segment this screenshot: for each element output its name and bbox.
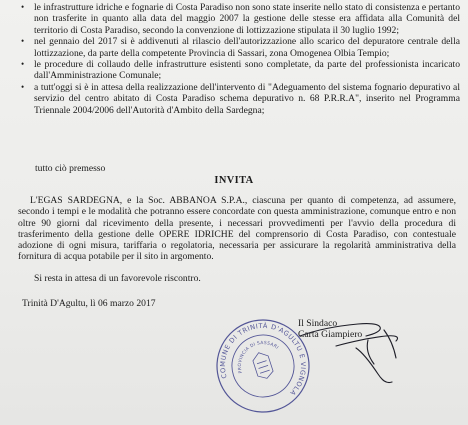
bullet-text: le procedure di collaudo delle infrastrutture esistenti sono completate, da parte del professionista incaricato dall'Amministrazione Comunale; — [34, 59, 460, 82]
bullet-dot-icon: • — [21, 81, 25, 92]
bullet-text: a tutt'oggi si è in attesa della realizzazione dell'intervento di "Adeguamento del sistema fognario depurativo al servizio del centro abitato di Costa Paradiso schema depurativo n. 68 P.R.R.A", inserito nel Programma Triennale 2004/2006 dell'Autorità d'Ambito della Sardegna; — [34, 81, 460, 116]
svg-text:PROVINCIA DI SASSARI: PROVINCIA DI SASSARI — [237, 340, 280, 374]
closing-line: Si resta in attesa di un favorevole riscontro. — [34, 273, 201, 284]
handwritten-signature — [296, 318, 406, 388]
bullet-text: nel gennaio del 2017 si è addivenuti al rilascio dell'autorizzazione allo scarico del depuratore centrale della lottizzazione, da parte della competente Provincia di Sassari, zona Omogenea Olbia Tempio; — [34, 36, 460, 59]
invitation-paragraph: L'EGAS SARDEGNA, e la Soc. ABBANOA S.P.A., ciascuna per quanto di competenza, ad assumere, secondo i tempi e le modalità che potranno essere concordate con questa amministrazione, comunque entro e non oltre 90 giorni dal ricevimento della presente, i necessari provvedimenti per l'avvio della procedura di trasferimento della gestione delle OPERE IDRICHE del comprensorio di Costa Paradiso, con contestuale adozione di ogni misura, tariffaria o regolatoria, necessaria per assicurare la regolarità amministrativa della fornitura di acqua potabile per il sito in argomento. — [18, 195, 456, 263]
bullet-dot-icon: • — [21, 36, 25, 47]
section-heading: INVITA — [214, 175, 254, 186]
bullet-item — [18, 82, 460, 116]
bullet-text: le infrastrutture idriche e fognarie di Costa Paradiso non sono state inserite nello stato di consistenza e pertanto non trasferite in quanto alla data del maggio 2007 la gestione delle stesse era affidata alla Comunità del territorio di Costa Paradiso, secondo la convenzione di lottizzazione stipulata il 30 luglio 1992; — [34, 2, 460, 36]
place-date: Trinità D'Agultu, lì 06 marzo 2017 — [22, 298, 156, 309]
signer-name: Carta Giampiero — [298, 329, 363, 340]
signer-title: Il Sindaco — [298, 318, 338, 329]
bullet-item — [18, 36, 460, 59]
premise-line: tutto ciò premesso — [35, 163, 106, 174]
premise-bullet-list — [18, 2, 460, 116]
bullet-dot-icon: • — [21, 59, 25, 70]
bullet-item — [18, 59, 460, 82]
svg-text:COMUNE DI TRINITÀ D'AGULTU E V: COMUNE DI TRINITÀ D'AGULTU E VIGNOLA — [218, 321, 308, 398]
bullet-item — [18, 2, 460, 36]
bullet-dot-icon: • — [21, 2, 25, 12]
